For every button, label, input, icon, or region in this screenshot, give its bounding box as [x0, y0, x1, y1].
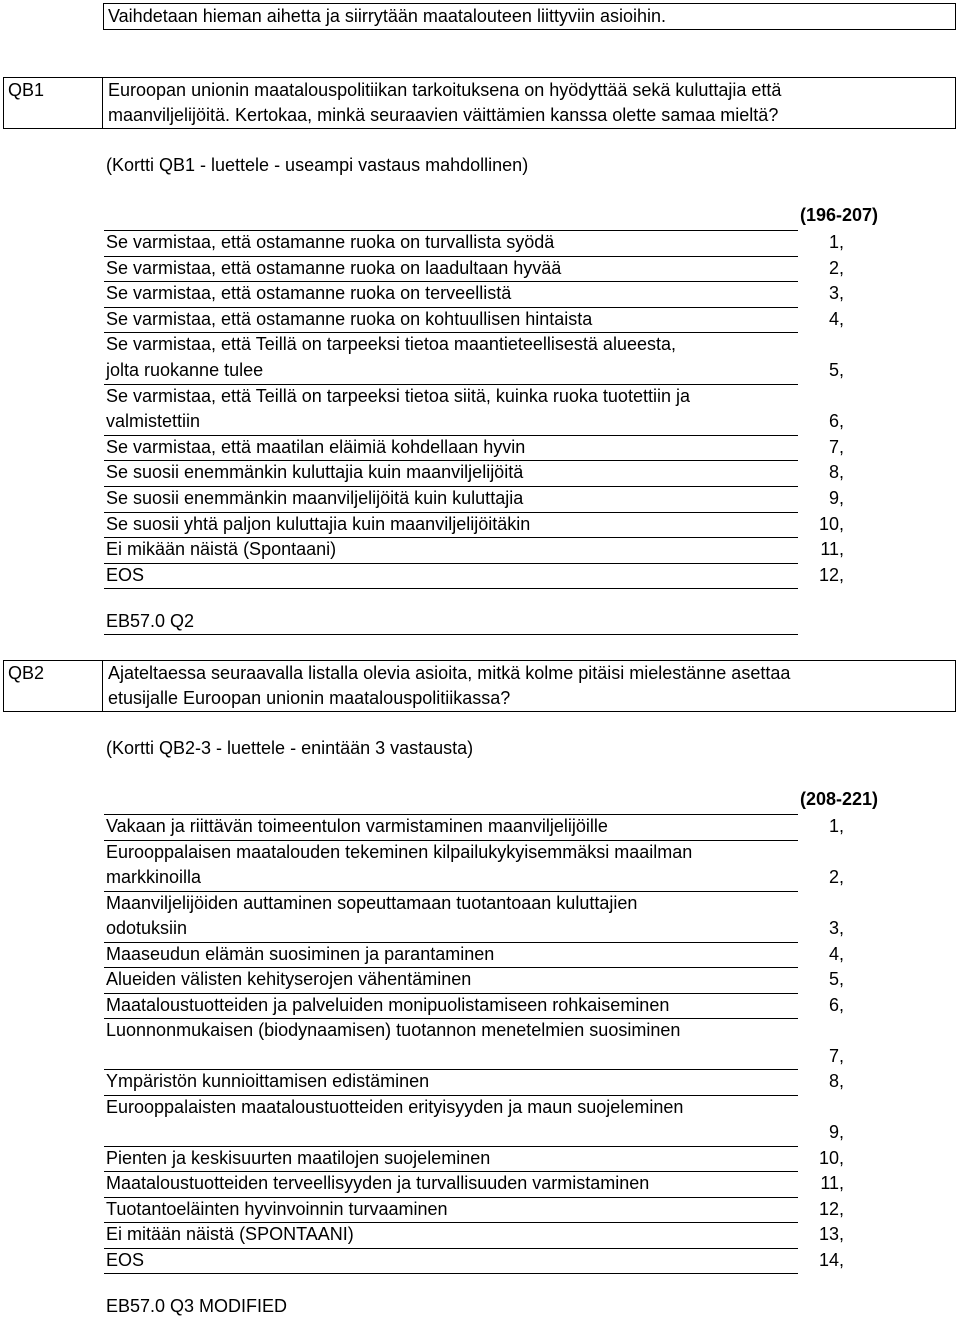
option-separator [104, 1273, 798, 1274]
option-code: 4, [828, 308, 844, 329]
option-code: 5, [828, 969, 844, 989]
option-code: 12, [818, 564, 844, 585]
option-text: Ei mikään näistä (Spontaani) [106, 539, 337, 560]
qb2-columns: (208-221) [800, 789, 879, 809]
qb1-question-line1: Euroopan unionin maatalouspolitiikan tarkoituksena on hyödyttää sekä kuluttajia että [108, 80, 782, 100]
option-code: 6, [828, 411, 844, 432]
option-text: EOS [106, 564, 145, 585]
qb2-source: EB57.0 Q3 MODIFIED [106, 1296, 288, 1316]
option-code: 1, [828, 232, 844, 252]
option-text: EOS [106, 1249, 145, 1270]
option-code: 5, [828, 360, 844, 380]
option-text: Eurooppalaisen maatalouden tekeminen kilpailukykyisemmäksi maailman [106, 841, 693, 862]
intro-text: Vaihdetaan hieman aihetta ja siirrytään maatalouteen liittyviin asioihin. [108, 6, 666, 26]
option-code: 10, [818, 1147, 844, 1168]
qb1-instruction: (Kortti QB1 - luettele - useampi vastaus mahdollinen) [106, 155, 529, 175]
option-code: 10, [818, 513, 844, 534]
qb2-question-box [3, 660, 956, 712]
option-separator [104, 563, 798, 564]
option-text: Se varmistaa, että ostamanne ruoka on kohtuullisen hintaista [106, 308, 593, 329]
option-text: Maataloustuotteiden ja palveluiden monipuolistamiseen rohkaiseminen [106, 994, 670, 1015]
option-code: 13, [818, 1224, 844, 1244]
option-text: Vakaan ja riittävän toimeentulon varmistaminen maanviljelijöille [106, 816, 608, 836]
option-text: Se varmistaa, että ostamanne ruoka on turvallista syödä [106, 232, 555, 252]
option-separator [104, 588, 798, 589]
option-text: Se suosii enemmänkin kuluttajia kuin maanviljelijöitä [106, 462, 524, 483]
option-code: 2, [828, 867, 844, 887]
option-text-continued: odotuksiin [106, 918, 188, 938]
option-code: 9, [828, 488, 844, 508]
qb2-question-line1: Ajateltaessa seuraavalla listalla olevia asioita, mitkä kolme pitäisi mielestänne asettaa [108, 663, 791, 683]
option-text: Tuotantoeläinten hyvinvoinnin turvaaminen [106, 1198, 448, 1219]
qb1-source: EB57.0 Q2 [106, 611, 195, 631]
option-text: Se varmistaa, että ostamanne ruoka on laadultaan hyvää [106, 257, 562, 278]
qb1-divider [102, 77, 103, 128]
option-text-continued: valmistettiin [106, 411, 201, 432]
option-code: 12, [818, 1198, 844, 1219]
option-text: Se varmistaa, että ostamanne ruoka on terveellistä [106, 283, 512, 304]
option-text: Eurooppalaisten maataloustuotteiden erityisyyden ja maun suojeleminen [106, 1096, 684, 1117]
option-text-continued: markkinoilla [106, 867, 202, 887]
qb1-question-box [3, 77, 956, 129]
intro-box [103, 3, 956, 30]
option-code: 3, [828, 283, 844, 304]
option-code: 6, [828, 994, 844, 1015]
option-code: 3, [828, 918, 844, 938]
qb2-instruction: (Kortti QB2-3 - luettele - enintään 3 vastausta) [106, 738, 474, 758]
option-separator [104, 1248, 798, 1249]
qb2-divider [102, 660, 103, 711]
option-text: Ei mitään näistä (SPONTAANI) [106, 1224, 354, 1244]
option-text: Luonnonmukaisen (biodynaamisen) tuotannon menetelmien suosiminen [106, 1020, 681, 1040]
option-text: Se suosii yhtä paljon kuluttajia kuin maanviljelijöitäkin [106, 513, 531, 534]
option-code: 8, [828, 1071, 844, 1091]
option-text: Maanviljelijöiden auttaminen sopeuttamaan tuotantoaan kuluttajien [106, 892, 638, 913]
qb2-question-line2: etusijalle Euroopan unionin maatalouspolitiikassa? [108, 688, 511, 708]
option-text: Se varmistaa, että Teillä on tarpeeksi tietoa maantieteellisestä alueesta, [106, 334, 676, 355]
option-text: Se varmistaa, että maatilan eläimiä kohdellaan hyvin [106, 436, 526, 457]
option-text: Maaseudun elämän suosiminen ja parantaminen [106, 943, 495, 964]
option-code: 9, [828, 1122, 844, 1142]
qb1-source-underline [104, 634, 798, 635]
qb1-id: QB1 [8, 80, 45, 100]
option-text: Se suosii enemmänkin maanviljelijöitä kuin kuluttajia [106, 488, 524, 508]
option-code: 11, [820, 539, 844, 560]
qb1-columns: (196-207) [800, 205, 879, 225]
option-text: Pienten ja keskisuurten maatilojen suojeleminen [106, 1147, 491, 1168]
option-text: Ympäristön kunnioittamisen edistäminen [106, 1071, 430, 1091]
option-code: 11, [820, 1173, 844, 1193]
option-code: 7, [828, 1045, 844, 1066]
option-code: 14, [818, 1249, 844, 1270]
option-text: Alueiden välisten kehityserojen vähentäminen [106, 969, 472, 989]
option-text: Maataloustuotteiden terveellisyyden ja turvallisuuden varmistaminen [106, 1173, 650, 1193]
option-code: 1, [828, 816, 844, 836]
option-code: 7, [828, 436, 844, 457]
option-text: Se varmistaa, että Teillä on tarpeeksi tietoa siitä, kuinka ruoka tuotettiin ja [106, 385, 690, 406]
option-text-continued: jolta ruokanne tulee [106, 360, 264, 380]
option-code: 8, [828, 462, 844, 483]
qb1-question-line2: maanviljelijöitä. Kertokaa, minkä seuraavien väittämien kanssa olette samaa mieltä? [108, 105, 779, 125]
option-code: 2, [828, 257, 844, 278]
qb2-id: QB2 [8, 663, 45, 683]
option-code: 4, [828, 943, 844, 964]
